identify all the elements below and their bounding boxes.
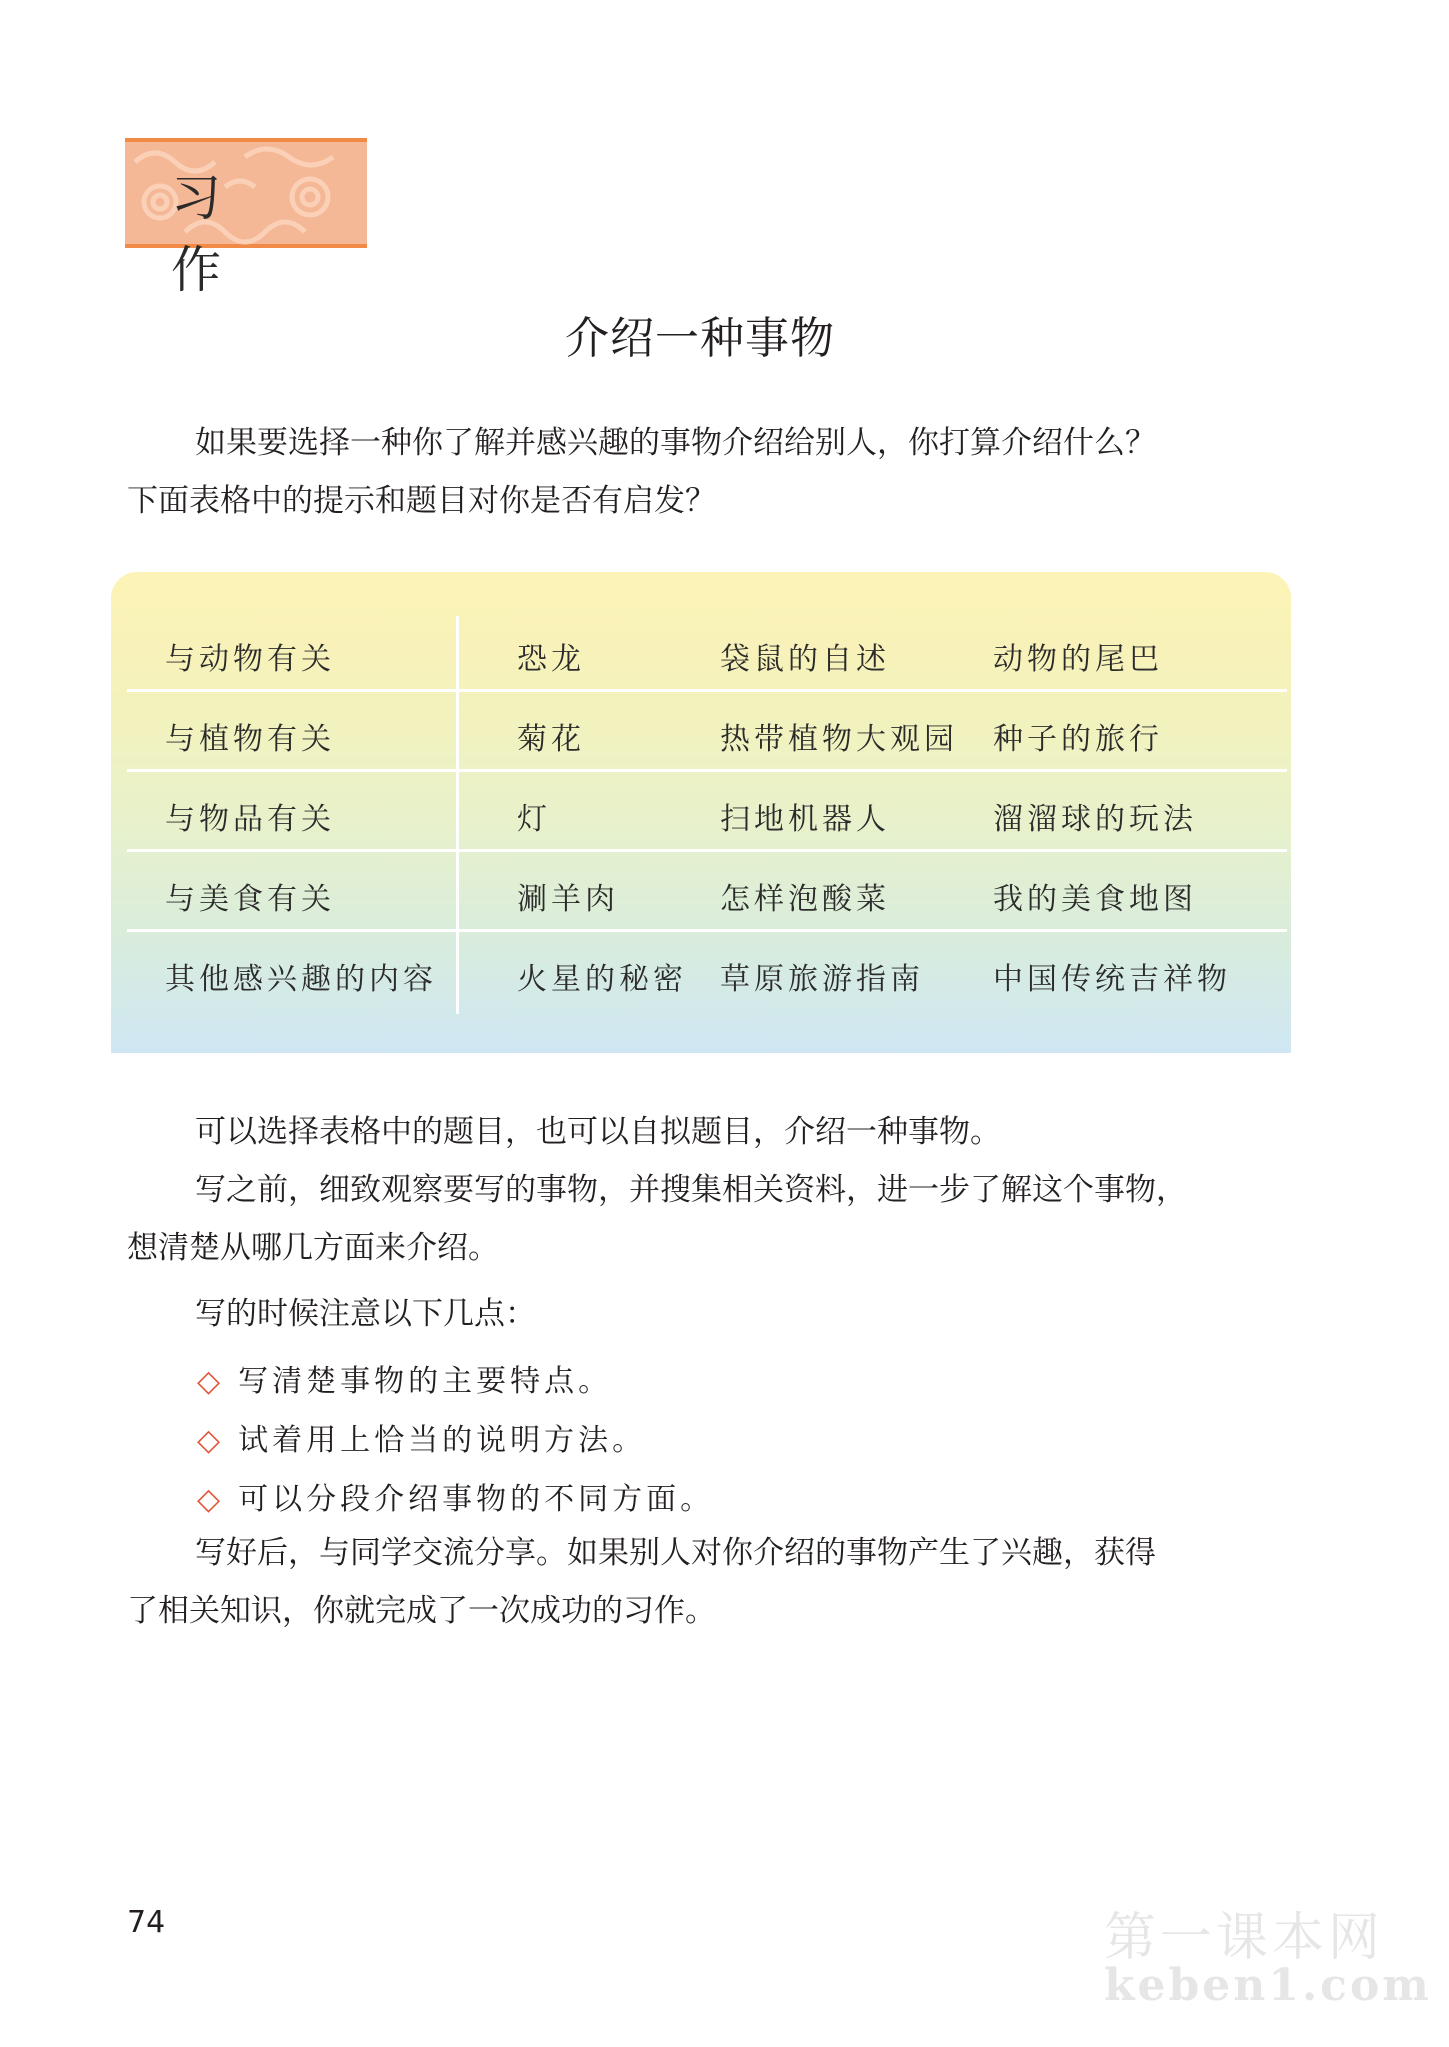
bullet-text: 写清楚事物的主要特点。 [238, 1364, 613, 1399]
table-row [127, 932, 1287, 1010]
table-row [127, 612, 1287, 690]
bullet-item [197, 1356, 612, 1400]
table-cell-topic: 恐龙 [517, 642, 585, 677]
table-cell-topic: 动物的尾巴 [993, 642, 1163, 677]
table-cell-topic: 中国传统吉祥物 [993, 962, 1231, 997]
table-cell-category: 与动物有关 [165, 642, 335, 677]
body-paragraph [127, 1524, 1277, 1640]
paragraph-1: 可以选择表格中的题目，也可以自拟题目，介绍一种事物。 [195, 1114, 1001, 1150]
table-cell-category: 其他感兴趣的内容 [165, 962, 437, 997]
bullet-text: 可以分段介绍事物的不同方面。 [238, 1482, 715, 1517]
page-title: 介绍一种事物 [565, 313, 835, 364]
table-row [127, 772, 1287, 850]
bullet-item [197, 1415, 646, 1459]
body-paragraph [127, 1285, 1277, 1343]
table-cell-topic: 涮羊肉 [517, 882, 619, 917]
table-cell-topic: 热带植物大观园 [720, 722, 958, 757]
watermark-url: keben1.com [1104, 1960, 1432, 2011]
paragraph-2-line-2: 想清楚从哪几方面来介绍。 [127, 1230, 499, 1266]
paragraph-3: 写的时候注意以下几点： [195, 1296, 536, 1332]
table-cell-topic: 扫地机器人 [720, 802, 890, 837]
table-cell-topic: 袋鼠的自述 [720, 642, 890, 677]
page-number: 74 [127, 1905, 166, 1940]
table-cell-topic: 灯 [517, 802, 551, 837]
table-cell-category: 与植物有关 [165, 722, 335, 757]
paragraph-4-line-1: 写好后，与同学交流分享。如果别人对你介绍的事物产生了兴趣，获得 [195, 1535, 1156, 1571]
intro-line-2: 下面表格中的提示和题目对你是否有启发？ [127, 483, 716, 519]
table-cell-category: 与物品有关 [165, 802, 335, 837]
table-cell-topic: 怎样泡酸菜 [720, 882, 890, 917]
table-cell-topic: 我的美食地图 [993, 882, 1197, 917]
paragraph-4-line-2: 了相关知识，你就完成了一次成功的习作。 [127, 1593, 716, 1629]
diamond-bullet-icon: ◇ [197, 1423, 221, 1458]
body-paragraph [127, 1103, 1277, 1161]
table-cell-topic: 火星的秘密 [517, 962, 687, 997]
table-cell-topic: 种子的旅行 [993, 722, 1163, 757]
body-paragraph [127, 1161, 1277, 1277]
section-label: 习 作 [171, 169, 263, 299]
table-cell-topic: 草原旅游指南 [720, 962, 924, 997]
table-row [127, 852, 1287, 930]
bullet-item [197, 1474, 714, 1518]
bullet-text: 试着用上恰当的说明方法。 [238, 1423, 647, 1458]
watermark-logo: 第一课本网 [1104, 1908, 1385, 1968]
section-banner [125, 138, 367, 299]
topic-table [111, 572, 1291, 1053]
table-cell-category: 与美食有关 [165, 882, 335, 917]
intro-line-1: 如果要选择一种你了解并感兴趣的事物介绍给别人，你打算介绍什么？ [195, 425, 1156, 461]
paragraph-2-line-1: 写之前，细致观察要写的事物，并搜集相关资料，进一步了解这个事物， [195, 1172, 1187, 1208]
diamond-bullet-icon: ◇ [197, 1482, 221, 1517]
table-cell-topic: 溜溜球的玩法 [993, 802, 1197, 837]
diamond-bullet-icon: ◇ [197, 1364, 221, 1399]
intro-paragraph [127, 414, 1277, 530]
table-cell-topic: 菊花 [517, 722, 585, 757]
table-row [127, 692, 1287, 770]
